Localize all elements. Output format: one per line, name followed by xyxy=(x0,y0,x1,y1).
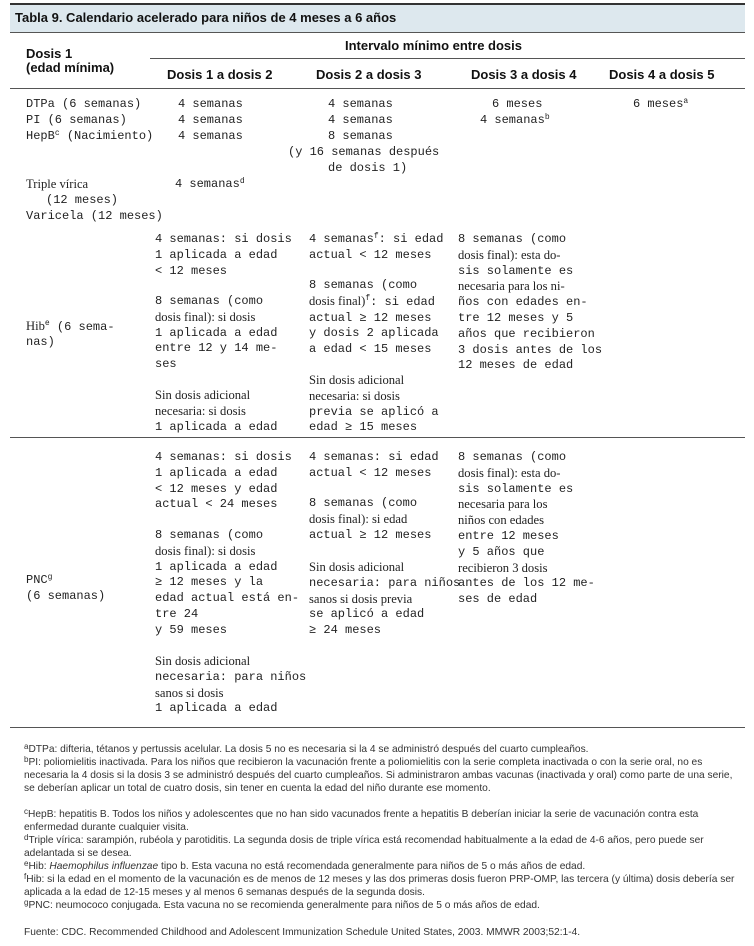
pi-interval-3: 4 semanas$^b$ xyxy=(480,113,550,127)
table-bottom-rule xyxy=(10,727,745,728)
footnote-a: $^a$DTPa: difteria, tétanos y pertussis acelular. La dosis 5 no es necesaria si la 4 se administró después del cuarto cumpleaños. xyxy=(24,742,589,755)
vaccine-dtpa: DTPa (6 semanas) xyxy=(26,97,142,111)
pnc-c3-block: 8 semanas (como dosis final): esta do- sis solamente es necesaria para los niños con edades entre 12 meses y 5 años que recibieron 3 dosis antes de los 12 me- ses de edad xyxy=(458,450,595,607)
hib-c2-block-2: 8 semanas (como dosis final)$^f$: si edad actual ≥ 12 meses y dosis 2 aplicada a edad < 15 meses xyxy=(309,278,439,357)
footnote-e: $^e$Hib: Haemophilus influenzae tipo b. Esta vacuna no está recomendada generalmente para niños de 5 o más años de edad. xyxy=(24,859,586,872)
hib-c3-block: 8 semanas (como dosis final): esta do- sis solamente es necesaria para los ni- ños con edades en- tre 12 meses y 5 años que recibieron 3 dosis antes de los 12 meses de edad xyxy=(458,232,603,373)
table-title-bar xyxy=(10,3,745,33)
footnote-c: $^c$HepB: hepatitis B. Todos los niños y adolescentes que no han sido vacunados frente a hepatitis B deberían iniciar la serie de vacunación contra esta enfermedad durante cualquier visita. xyxy=(24,807,699,833)
triple-interval-1: 4 semanas$^d$ xyxy=(175,177,245,191)
footnote-g: $^g$PNC: neumococo conjugada. Esta vacuna no se recomienda generalmente para niños de 5 o más años de edad. xyxy=(24,898,540,911)
dtpa-interval-1: 4 semanas xyxy=(178,97,243,111)
pnc-c2-block-2: 8 semanas (como dosis final): si edad actual ≥ 12 meses xyxy=(309,496,432,542)
row-divider-hib-pnc xyxy=(10,437,745,438)
vaccine-triple-virica-age: (12 meses) xyxy=(46,193,119,207)
hib-c1-block-2: 8 semanas (como dosis final): si dosis 1 aplicada a edad entre 12 y 14 me- ses xyxy=(155,294,278,372)
vaccine-hib-cont: nas) xyxy=(26,335,55,349)
table-title: Tabla 9. Calendario acelerado para niños de 4 meses a 6 años xyxy=(15,10,397,25)
vaccine-pnc: PNC$^g$ xyxy=(26,573,53,587)
header-col-1: Dosis 1 a dosis 2 xyxy=(167,67,273,82)
header-dose1: Dosis 1 xyxy=(26,46,73,61)
hepb-interval-2-note-cont: de dosis 1) xyxy=(328,161,408,175)
header-dose1-sub: (edad mínima) xyxy=(26,60,115,75)
pnc-c2-block-1: 4 semanas: si edad actual < 12 meses xyxy=(309,450,439,480)
hib-c1-block-1: 4 semanas: si dosis 1 aplicada a edad < 12 meses xyxy=(155,232,292,278)
dtpa-interval-3: 6 meses xyxy=(492,97,543,111)
footnote-f: $^f$Hib: si la edad en el momento de la vacunación es de menos de 12 meses y las dos primeras dosis fueron PRP-OMP, las tercera (y última) dosis debería ser aplicada a la edad de 12-15 meses y al menos 6 semanas después de la segunda dosis. xyxy=(24,872,735,898)
source-citation: Fuente: CDC. Recommended Childhood and Adolescent Immunization Schedule United States, 2003. MMWR 2003;52:1-4. xyxy=(24,927,581,938)
footnote-d: $^d$Triple vírica: sarampión, rubéola y parotiditis. La segunda dosis de triple vírica está recomendad habitualmente a la edad de 4-6 años, pero puede ser adelantada si se desea. xyxy=(24,833,704,859)
footnote-b: $^b$PI: poliomielitis inactivada. Para los niños que recibieron la vacunación frente a poliomielitis con la serie completa inactivada o con la serie oral, no es necesaria la 4 dosis si la dosis 3 se administró después del cuarto cumpleaños. Si administraron ambas vacunas (inactivada y oral) como parte de una serie, se deberían aplicar un total de cuatro dosis, sin tener en cuenta la edad del niño durante ese momento. xyxy=(24,755,733,794)
hib-c2-block-1: 4 semanas$^f$: si edad actual < 12 meses xyxy=(309,232,444,262)
vaccine-hib: Hib$^e$ (6 sema- xyxy=(26,319,115,334)
vaccine-hepb: HepB$^c$ (Nacimiento) xyxy=(26,129,154,143)
header-bottom-rule xyxy=(10,88,745,89)
pi-interval-1: 4 semanas xyxy=(178,113,243,127)
hib-c1-block-3: Sin dosis adicional necesaria: si dosis 1 aplicada a edad xyxy=(155,388,278,434)
header-col-3: Dosis 3 a dosis 4 xyxy=(471,67,577,82)
vaccine-pi: PI (6 semanas) xyxy=(26,113,127,127)
pnc-c1-block-1: 4 semanas: si dosis 1 aplicada a edad < 12 meses y edad actual < 24 meses xyxy=(155,450,292,512)
pnc-c1-block-2: 8 semanas (como dosis final): si dosis 1 aplicada a edad ≥ 12 meses y la edad actual está en- tre 24 y 59 meses xyxy=(155,528,300,637)
header-col-4: Dosis 4 a dosis 5 xyxy=(609,67,715,82)
dtpa-interval-2: 4 semanas xyxy=(328,97,393,111)
hepb-interval-2-note: (y 16 semanas después xyxy=(288,145,440,159)
hepb-interval-2: 8 semanas xyxy=(328,129,393,143)
hib-c2-block-3: Sin dosis adicional necesaria: si dosis previa se aplicó a edad ≥ 15 meses xyxy=(309,373,439,435)
pi-interval-2: 4 semanas xyxy=(328,113,393,127)
vaccine-pnc-age: (6 semanas) xyxy=(26,589,106,603)
vaccine-varicela: Varicela (12 meses) xyxy=(26,209,163,223)
pnc-c2-block-3: Sin dosis adicional necesaria: para niños sanos si dosis previa se aplicó a edad ≥ 24 meses xyxy=(309,560,461,638)
dtpa-interval-4: 6 meses$^a$ xyxy=(633,97,689,111)
hepb-interval-1: 4 semanas xyxy=(178,129,243,143)
header-col-2: Dosis 2 a dosis 3 xyxy=(316,67,422,82)
header-group-rule xyxy=(150,58,745,59)
header-interval-group: Intervalo mínimo entre dosis xyxy=(345,38,522,53)
pnc-c1-block-3: Sin dosis adicional necesaria: para niños sanos si dosis 1 aplicada a edad xyxy=(155,654,307,716)
vaccine-triple-virica: Triple vírica xyxy=(26,177,89,191)
